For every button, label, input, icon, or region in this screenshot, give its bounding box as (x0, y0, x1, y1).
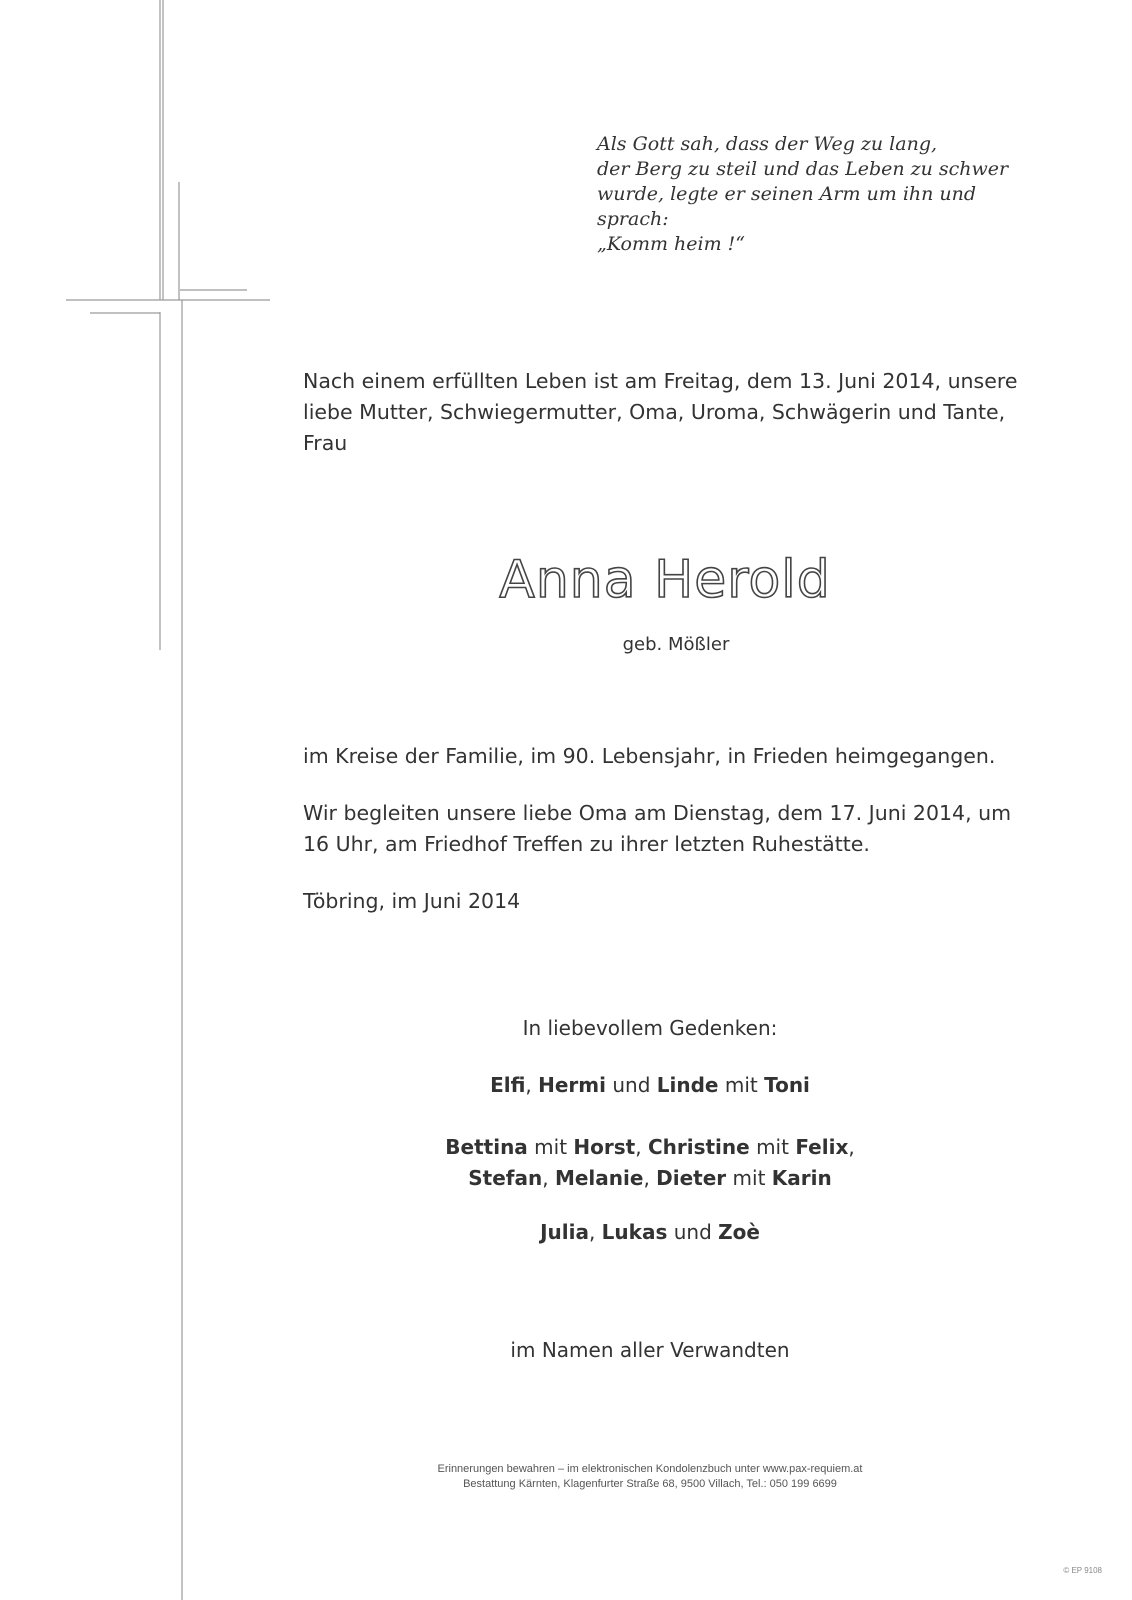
passing-line: im Kreise der Familie, im 90. Lebensjahr, in Frieden heimgegangen. (303, 744, 996, 768)
mourner-sep: , (588, 1220, 602, 1244)
poem-line: wurde, legte er seinen Arm um ihn und (597, 183, 977, 205)
mourners-line (440, 1132, 860, 1163)
mourner-name: Elfi (490, 1073, 526, 1097)
mourner-name: Toni (764, 1073, 810, 1097)
mourner-sep: , (635, 1135, 648, 1159)
mourner-sep: und (667, 1220, 719, 1244)
footer (340, 1462, 960, 1492)
mourner-sep: mit (749, 1135, 796, 1159)
mourner-name: Melanie (554, 1166, 644, 1190)
memorial-closing: im Namen aller Verwandten (510, 1338, 790, 1362)
place-date (303, 886, 1023, 917)
mourner-name: Stefan (468, 1166, 543, 1190)
funeral-text (303, 798, 1023, 860)
memorial-heading: In liebevollem Gedenken: (522, 1016, 778, 1040)
mourners-line (440, 1220, 860, 1244)
mourner-name: Felix (795, 1135, 849, 1159)
mourners-group-1 (440, 1073, 860, 1097)
funeral-line: 16 Uhr, am Friedhof Treffen zu ihrer letzten Ruhestätte. (303, 832, 870, 856)
intro-line: Nach einem erfüllten Leben ist am Freitag, dem 13. Juni 2014, unsere (303, 369, 1018, 393)
mourner-sep: , (848, 1135, 855, 1159)
mourner-sep: mit (718, 1073, 765, 1097)
mourners-group-2 (440, 1132, 860, 1194)
passing-text (303, 741, 1023, 772)
mourners-group-3 (440, 1220, 860, 1244)
mourners-line (440, 1163, 860, 1194)
funeral-line: Wir begleiten unsere liebe Oma am Dienstag, dem 17. Juni 2014, um (303, 801, 1012, 825)
footer-line-2: Bestattung Kärnten, Klagenfurter Straße 68, 9500 Villach, Tel.: 050 199 6699 (463, 1478, 837, 1490)
mourner-name: Karin (771, 1166, 832, 1190)
cross-icon (0, 0, 300, 1600)
maiden-name: geb. Mößler (622, 634, 730, 655)
mourner-sep: und (606, 1073, 657, 1097)
intro-text (303, 366, 1023, 459)
intro-line: liebe Mutter, Schwiegermutter, Oma, Uroma, Schwägerin und Tante, (303, 400, 1006, 424)
poem-line: „Komm heim !“ (597, 233, 746, 255)
mourner-name: Zoè (718, 1220, 760, 1244)
mourner-sep: , (525, 1073, 539, 1097)
mourner-sep: mit (726, 1166, 772, 1190)
mourner-name: Dieter (656, 1166, 727, 1190)
intro-line: Frau (303, 431, 348, 455)
poem-line: sprach: (597, 208, 669, 230)
poem (597, 132, 1017, 257)
deceased-name: Anna Herold (499, 550, 831, 610)
poem-line: der Berg zu steil und das Leben zu schwer (597, 158, 1009, 180)
footer-line-1: Erinnerungen bewahren – im elektronischen Kondolenzbuch unter www.pax-requiem.at (437, 1463, 863, 1475)
mourner-name: Hermi (538, 1073, 606, 1097)
mourner-name: Linde (656, 1073, 719, 1097)
poem-line: Als Gott sah, dass der Weg zu lang, (597, 133, 938, 155)
mourners-line (440, 1073, 860, 1097)
mourner-name: Christine (647, 1135, 750, 1159)
mourner-name: Lukas (601, 1220, 668, 1244)
mourner-sep: , (643, 1166, 657, 1190)
mourner-name: Bettina (445, 1135, 528, 1159)
mourner-name: Horst (573, 1135, 636, 1159)
mourner-sep: mit (527, 1135, 574, 1159)
mourner-sep: , (542, 1166, 555, 1190)
copyright-mark: © EP 9108 (1063, 1566, 1102, 1575)
place-date-line: Töbring, im Juni 2014 (303, 889, 521, 913)
mourner-name: Julia (540, 1220, 589, 1244)
